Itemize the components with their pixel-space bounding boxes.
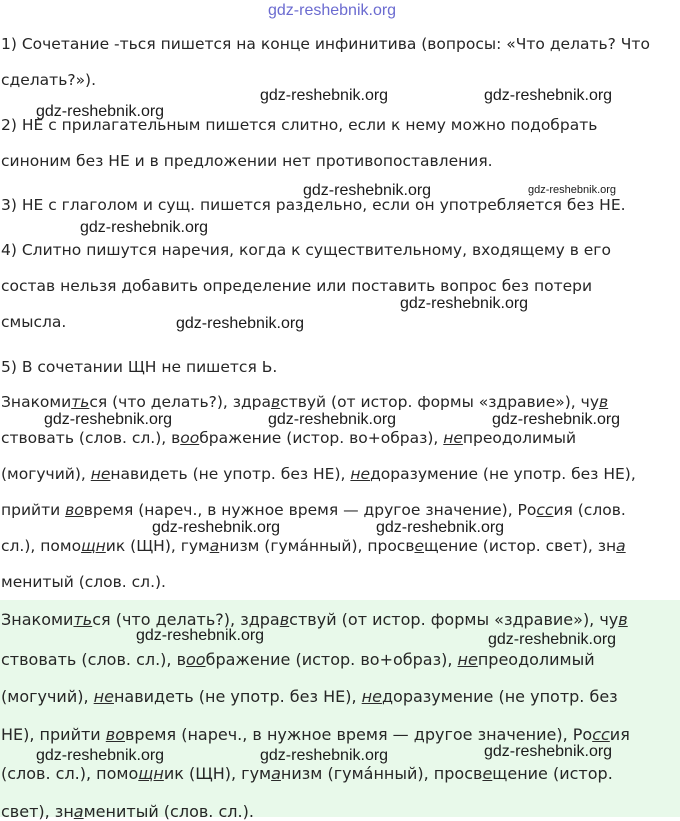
watermark: gdz-reshebnik.org (260, 87, 389, 104)
answer-line: (могучий), ненавидеть (не употр. без НЕ), недоразумение (не употр. без (1, 687, 618, 706)
highlight: сс (536, 501, 554, 519)
answer-line: ствовать (слов. сл.), воображение (истор. во+образ), непреодолимый (1, 650, 595, 669)
watermark: gdz-reshebnik.org (36, 747, 165, 764)
rule-line: 4) Слитно пишутся наречия, когда к существительному, входящему в его (1, 241, 611, 259)
answer-line: (могучий), ненавидеть (не употр. без НЕ), недоразумение (не употр. без НЕ), (1, 465, 636, 483)
highlight: а (271, 764, 281, 783)
highlight: во (65, 501, 84, 519)
answer-line: Знакомиться (что делать?), здравствуй (от истор. формы «здравие»), чув (1, 610, 628, 629)
watermark: gdz-reshebnik.org (488, 631, 617, 648)
watermark: gdz-reshebnik.org (36, 103, 165, 120)
watermark: gdz-reshebnik.org (303, 182, 432, 199)
highlight: во (105, 725, 125, 744)
highlight: ть (73, 610, 93, 629)
highlight: не (90, 465, 111, 483)
highlight: в (271, 393, 281, 411)
answer-line: менитый (слов. сл.). (1, 573, 166, 591)
highlight: не (457, 650, 478, 669)
highlight: е (482, 764, 493, 783)
highlight: оо (180, 429, 200, 447)
highlight: не (93, 687, 114, 706)
highlight: не (443, 429, 463, 447)
highlight: сс (592, 725, 610, 744)
watermark: gdz-reshebnik.org (80, 219, 209, 236)
watermark: gdz-reshebnik.org (176, 315, 305, 332)
watermark: gdz-reshebnik.org (484, 743, 613, 760)
rule-line: синоним без НЕ и в предложении нет противопоставления. (1, 152, 493, 170)
highlight: щн (81, 537, 106, 555)
answer-line: (слов. сл.), помощник (ЩН), гуманизм (гума́нный), просвещение (истор. (1, 764, 613, 783)
highlight: в (599, 393, 609, 411)
rule-line: 5) В сочетании ЩН не пишется Ь. (1, 358, 278, 376)
rule-line: сделать?»). (1, 71, 97, 89)
rule-line: 3) НЕ с глаголом и сущ. пишется раздельно, если он употребляется без НЕ. (1, 196, 626, 214)
rule-5 (0, 349, 680, 385)
watermark: gdz-reshebnik.org (44, 411, 173, 428)
site-title[interactable]: gdz-reshebnik.org (268, 2, 397, 19)
rule-line: 1) Сочетание -ться пишется на конце инфинитива (вопросы: «Что делать? Что (1, 35, 650, 53)
answer-line: прийти вовремя (нареч., в нужное время — другое значение), Россия (слов. (1, 501, 626, 519)
watermark: gdz-reshebnik.org (484, 87, 613, 104)
watermark: gdz-reshebnik.org (528, 184, 617, 196)
watermark: gdz-reshebnik.org (136, 627, 265, 644)
answer-line: сл.), помощник (ЩН), гуманизм (гума́нный), просвещение (истор. свет), зна (1, 537, 626, 555)
watermark: gdz-reshebnik.org (492, 411, 621, 428)
rule-line: смысла. (1, 313, 67, 331)
answer-line: ствовать (слов. сл.), воображение (истор. во+образ), непреодолимый (1, 429, 577, 447)
highlight: не (350, 465, 371, 483)
answer-line: свет), знаменитый (слов. сл.). (1, 802, 254, 821)
highlight: в (618, 610, 628, 629)
highlight: в (279, 610, 290, 629)
watermark: gdz-reshebnik.org (260, 747, 389, 764)
highlight: а (616, 537, 626, 555)
highlight: а (209, 537, 220, 555)
highlight: а (73, 802, 84, 821)
watermark: gdz-reshebnik.org (268, 411, 397, 428)
highlight: щн (138, 764, 164, 783)
highlight: не (361, 687, 382, 706)
rule-4 (0, 232, 680, 340)
highlight: ть (71, 393, 90, 411)
watermark: gdz-reshebnik.org (152, 519, 281, 536)
watermark: gdz-reshebnik.org (400, 295, 529, 312)
rule-line: 2) НЕ с прилагательным пишется слитно, если к нему можно подобрать (1, 116, 598, 134)
highlight: оо (186, 650, 206, 669)
watermark: gdz-reshebnik.org (376, 519, 505, 536)
highlight: е (414, 537, 424, 555)
answer-line: Знакомиться (что делать?), здравствуй (от истор. формы «здравие»), чув (1, 393, 609, 411)
answer-line: НЕ), прийти вовремя (нареч., в нужное время — другое значение), Россия (1, 725, 630, 744)
rule-line: состав нельзя добавить определение или поставить вопрос без потери (1, 277, 593, 295)
